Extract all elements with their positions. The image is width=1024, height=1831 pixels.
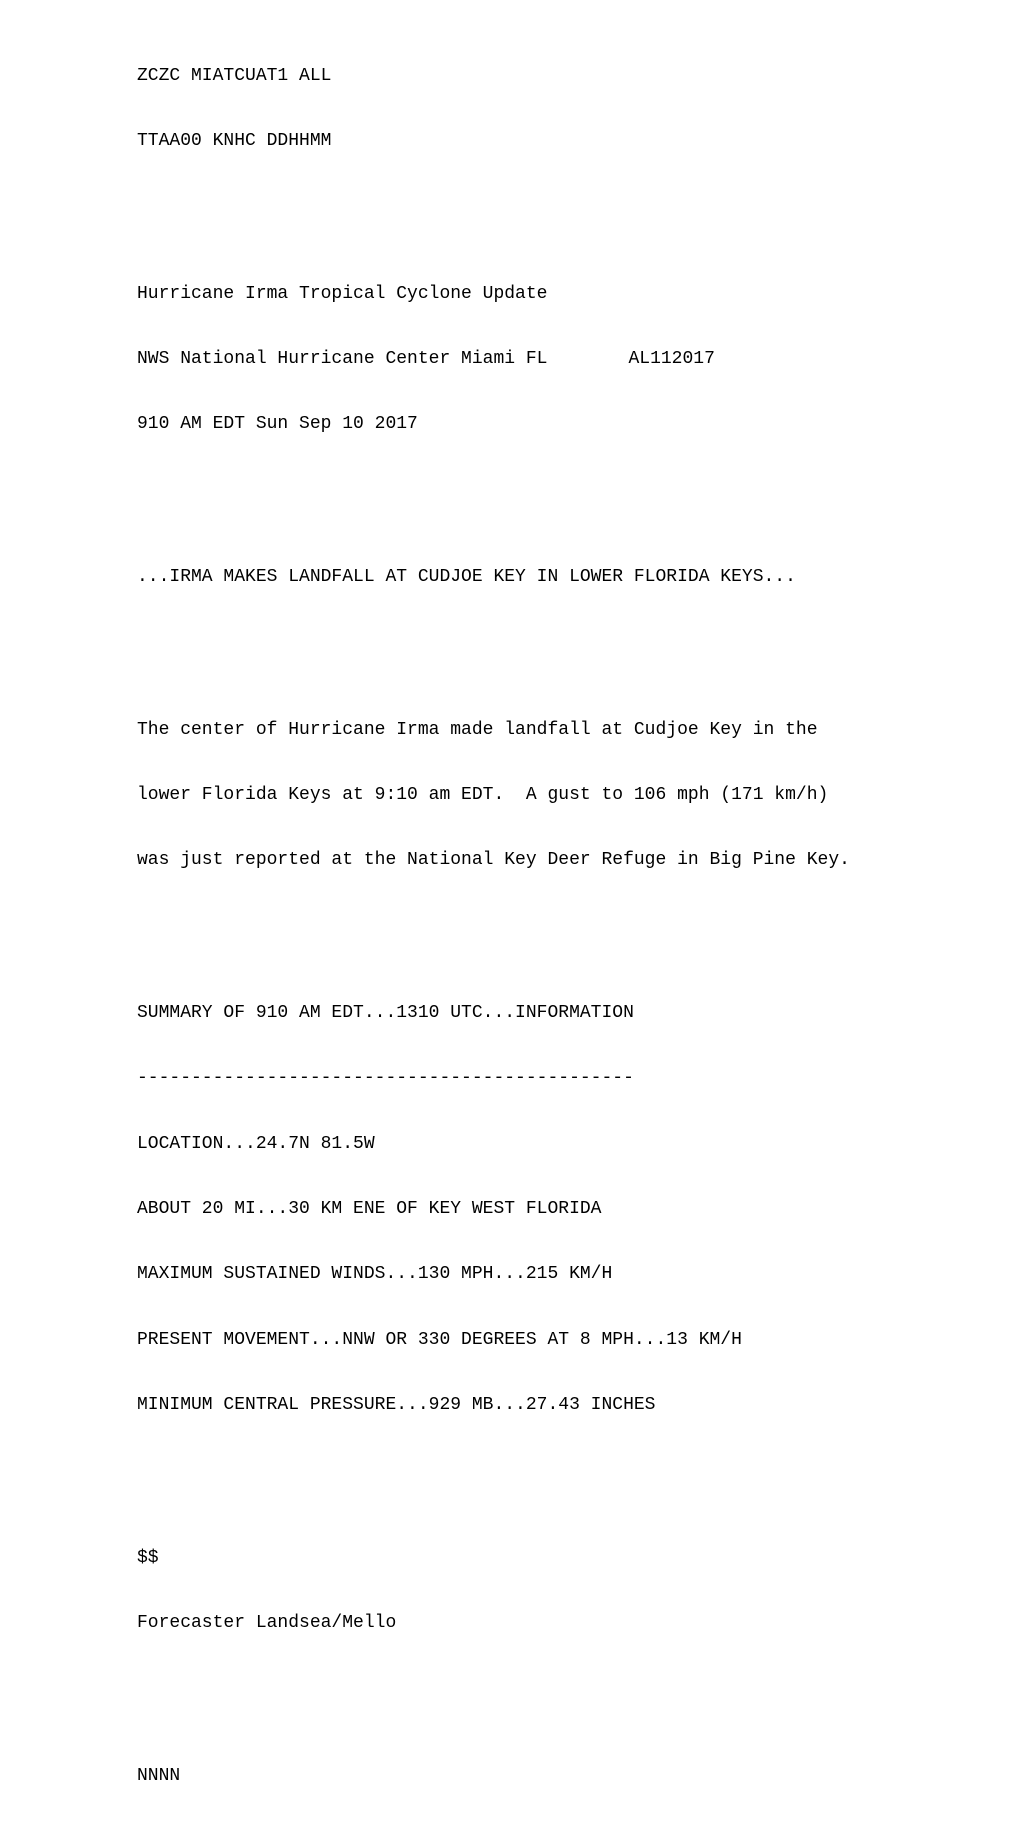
wmo-header-line-1: ZCZC MIATCUAT1 ALL (137, 65, 332, 86)
blank-line (137, 480, 850, 502)
summary-rule: ---------------------------------------------- (137, 1068, 634, 1089)
message-terminator: NNNN (137, 1765, 181, 1786)
product-title: Hurricane Irma Tropical Cyclone Update (137, 283, 548, 304)
forecaster-credit: Forecaster Landsea/Mello (137, 1613, 397, 1634)
issuing-office: NWS National Hurricane Center Miami FL (137, 348, 548, 369)
advisory-bulletin (137, 22, 850, 1831)
end-marker: $$ (137, 1547, 159, 1568)
blank-line (137, 196, 850, 218)
blank-line (137, 1679, 850, 1701)
storm-id: AL112017 (628, 348, 715, 369)
summary-location: LOCATION...24.7N 81.5W (137, 1133, 375, 1154)
summary-heading: SUMMARY OF 910 AM EDT...1310 UTC...INFORMATION (137, 1002, 634, 1023)
blank-line (137, 916, 850, 938)
body-line-2: lower Florida Keys at 9:10 am EDT. A gust to 106 mph (171 km/h) (137, 784, 829, 805)
blank-line (137, 632, 850, 654)
summary-distance: ABOUT 20 MI...30 KM ENE OF KEY WEST FLORIDA (137, 1199, 602, 1220)
headline: ...IRMA MAKES LANDFALL AT CUDJOE KEY IN LOWER FLORIDA KEYS... (137, 566, 796, 587)
blank-line (137, 1461, 850, 1483)
body-line-1: The center of Hurricane Irma made landfall at Cudjoe Key in the (137, 719, 818, 740)
issuing-office-line (137, 349, 850, 371)
summary-pressure: MINIMUM CENTRAL PRESSURE...929 MB...27.43 INCHES (137, 1395, 656, 1416)
body-line-3: was just reported at the National Key Deer Refuge in Big Pine Key. (137, 850, 850, 871)
issue-time: 910 AM EDT Sun Sep 10 2017 (137, 414, 418, 435)
summary-winds: MAXIMUM SUSTAINED WINDS...130 MPH...215 KM/H (137, 1264, 613, 1285)
summary-movement: PRESENT MOVEMENT...NNW OR 330 DEGREES AT 8 MPH...13 KM/H (137, 1329, 742, 1350)
wmo-header-line-2: TTAA00 KNHC DDHHMM (137, 130, 332, 151)
